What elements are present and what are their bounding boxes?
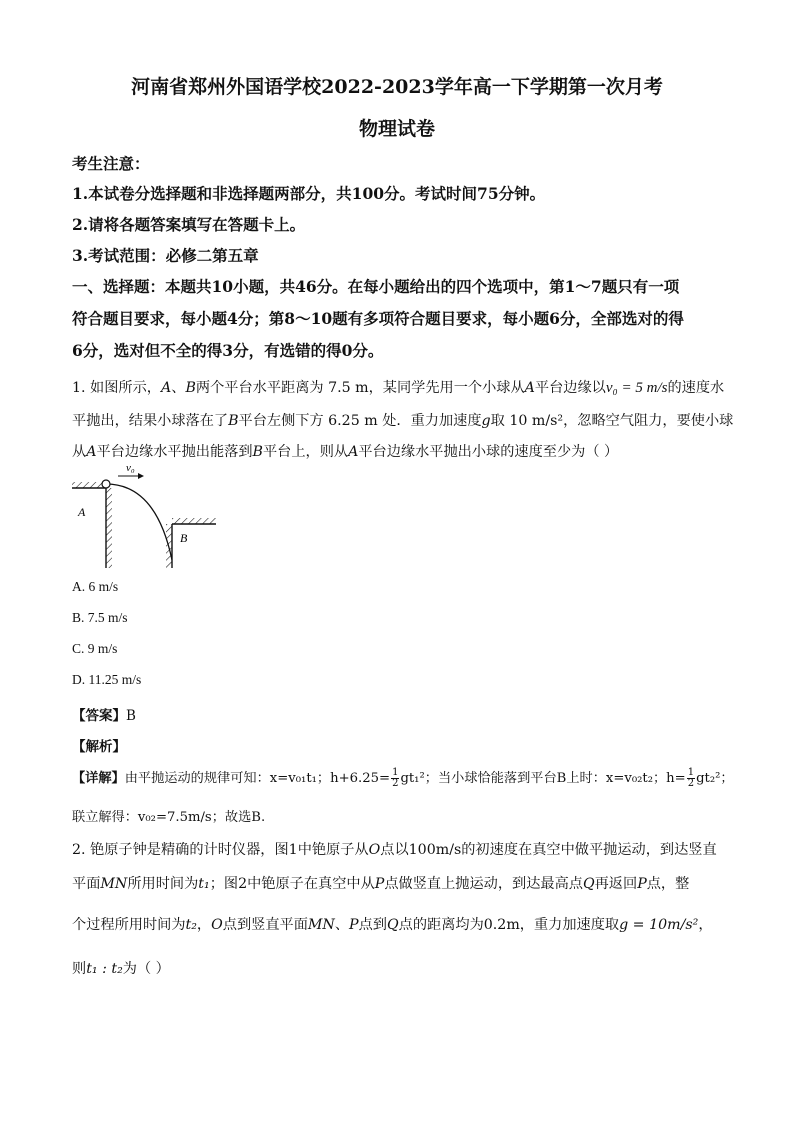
label-a: A [78, 505, 86, 519]
velocity-arrowhead [138, 473, 144, 479]
trajectory-curve [106, 484, 172, 560]
section-instructions-line-2: 符合题目要求，每小题4分；第8～10题有多项符合题目要求，每小题6分，全部选对的得 [72, 309, 684, 328]
q1-detail-line-2: 联立解得：v₀₂=7.5m/s；故选B. [72, 810, 266, 825]
section-instructions-line-3: 6分，选对但不全的得3分，有选错的得0分。 [72, 341, 384, 360]
notes-item-1: 1.本试卷分选择题和非选择题两部分，共100分。考试时间75分钟。 [72, 184, 546, 203]
q1-initial-velocity: v₀ = 5 m/s [605, 380, 668, 396]
q2-stem-line-1: 2. 铯原子钟是精确的计时仪器，图1中铯原子从O点以100m/s的初速度在真空中做平抛运动，到达竖直 [72, 842, 717, 858]
q1-option-a[interactable]: A. 6 m/s [72, 579, 119, 594]
fraction-half-2: $\frac{1}{2}$ [687, 767, 695, 789]
q1-option-b[interactable]: B. 7.5 m/s [72, 610, 128, 625]
platform-a [72, 482, 112, 568]
q1-option-c[interactable]: C. 9 m/s [72, 641, 118, 656]
q1-figure [68, 460, 228, 572]
exam-subtitle: 物理试卷 [358, 118, 435, 140]
q1-analysis-label: 【解析】 [72, 739, 126, 755]
q2-stem-line-2: 平面MN所用时间为t₁；图2中铯原子在真空中从P点做竖直上抛运动，到达最高点Q再返回P点，整 [72, 876, 690, 892]
q1-option-d[interactable]: D. 11.25 m/s [72, 672, 142, 687]
gravity-value: g = 10m/s² [619, 917, 699, 933]
q2-stem-line-3: 个过程所用时间为t₂，O点到竖直平面MN、P点到Q点的距离均为0.2m，重力加速度取g = 10m/s²， [72, 917, 713, 933]
label-v0: v₀ [126, 462, 135, 474]
q1-stem-line-3: 从A平台边缘水平抛出能落到B平台上，则从A平台边缘水平抛出小球的速度至少为（ ） [72, 444, 619, 460]
notes-item-2: 2.请将各题答案填写在答题卡上。 [72, 215, 306, 234]
notes-heading: 考生注意： [72, 154, 150, 173]
section-instructions-line-1: 一、选择题：本题共10小题，共46分。在每小题给出的四个选项中，第1～7题只有一项 [72, 277, 680, 296]
platform-b [166, 518, 216, 568]
ball [102, 480, 110, 488]
exam-title: 河南省郑州外国语学校2022-2023学年高一下学期第一次月考 [131, 76, 663, 98]
q1-answer: 【答案】B [72, 708, 136, 724]
q1-stem-line-1: 1. 如图所示，A、B两个平台水平距离为 7.5 m，某同学先用一个小球从A平台边缘以v₀ = 5 m/s的速度水 [72, 380, 725, 396]
fraction-half-1: $\frac{1}{2}$ [392, 767, 399, 789]
q1-stem-line-2: 平抛出，结果小球落在了B平台左侧下方 6.25 m 处．重力加速度g取 10 m/s²，忽略空气阻力，要使小球 [72, 413, 734, 429]
q2-stem-line-4: 则t₁ : t₂为（ ） [72, 961, 170, 977]
notes-item-3: 3.考试范围：必修二第五章 [72, 246, 259, 265]
q1-detail-line-1: 【详解】由平抛运动的规律可知：x=v₀₁t₁；h+6.25= $\frac{1}{2}$ gt₁²；当小球恰能落到平台B上时：x=v₀₂t₂；h= $\frac{1}{2}$ gt₂²； [72, 767, 734, 789]
label-b: B [180, 531, 188, 545]
